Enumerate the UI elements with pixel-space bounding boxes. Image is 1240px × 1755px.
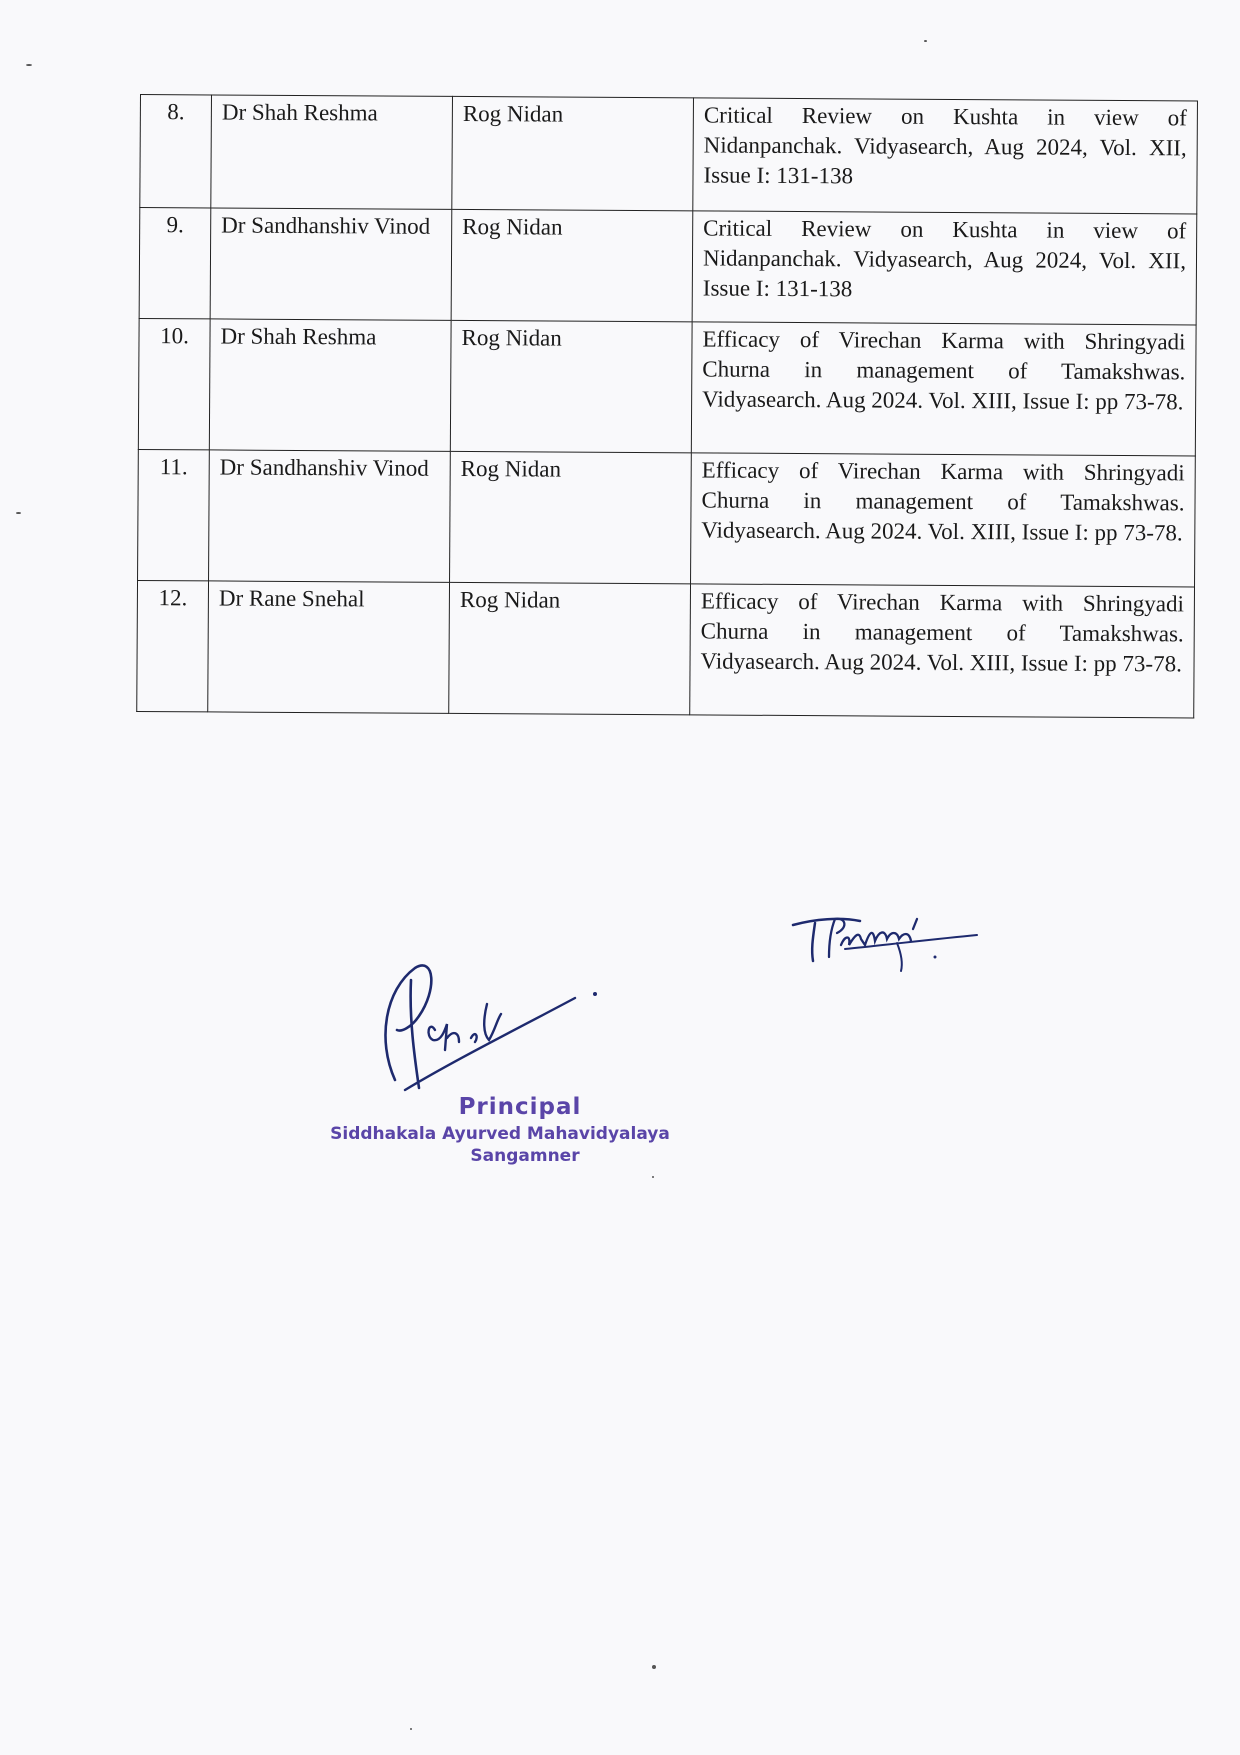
scan-speck	[26, 64, 32, 66]
publication-details: Efficacy of Virechan Karma with Shringyadi Churna in management of Tamakshwas. Vidyasearch. Aug 2024. Vol. XIII, Issue I: pp 73-78.	[691, 322, 1196, 456]
scan-speck	[924, 40, 927, 42]
publication-details: Critical Review on Kushta in view of Nidanpanchak. Vidyasearch, Aug 2024, Vol. XII, Issue I: 131-138	[692, 211, 1197, 325]
serial-number: 8.	[140, 95, 212, 208]
serial-number: 11.	[138, 449, 210, 580]
department: Rog Nidan	[450, 320, 692, 452]
serial-number: 9.	[139, 208, 211, 319]
table-row	[138, 449, 1196, 586]
stamp-place: Sangamner	[470, 1146, 580, 1166]
department: Rog Nidan	[449, 582, 691, 714]
publication-details: Efficacy of Virechan Karma with Shringyadi Churna in management of Tamakshwas. Vidyasearch. Aug 2024. Vol. XIII, Issue I: pp 73-78.	[691, 453, 1196, 587]
table-row	[138, 318, 1196, 455]
stamp-institution: Siddhakala Ayurved Mahavidyalaya	[330, 1124, 670, 1144]
department: Rog Nidan	[450, 451, 692, 583]
table-row	[139, 208, 1197, 325]
department: Rog Nidan	[451, 209, 693, 321]
publication-details: Efficacy of Virechan Karma with Shringyadi Churna in management of Tamakshwas. Vidyasearch. Aug 2024. Vol. XIII, Issue I: pp 73-78.	[690, 584, 1195, 718]
faculty-name: Dr Sandhanshiv Vinod	[209, 450, 451, 582]
table-row	[137, 580, 1195, 717]
faculty-name: Dr Rane Snehal	[208, 581, 450, 713]
serial-number: 12.	[137, 580, 209, 711]
faculty-name: Dr Shah Reshma	[209, 319, 451, 451]
department: Rog Nidan	[452, 96, 694, 210]
scan-speck	[652, 1665, 656, 1669]
serial-number: 10.	[138, 318, 210, 449]
faculty-name: Dr Sandhanshiv Vinod	[210, 208, 452, 320]
stamp-title: Principal	[458, 1094, 582, 1120]
hod-signature	[785, 905, 985, 980]
scan-speck	[410, 1728, 412, 1730]
principal-signature	[375, 960, 615, 1105]
publication-details: Critical Review on Kushta in view of Nidanpanchak. Vidyasearch, Aug 2024, Vol. XII, Issue I: 131-138	[693, 98, 1198, 214]
faculty-name: Dr Shah Reshma	[211, 95, 453, 209]
scan-speck	[652, 1176, 654, 1178]
publications-table	[136, 94, 1198, 718]
table-row	[140, 95, 1198, 214]
scan-speck	[16, 512, 21, 514]
principal-stamp	[300, 1094, 700, 1166]
